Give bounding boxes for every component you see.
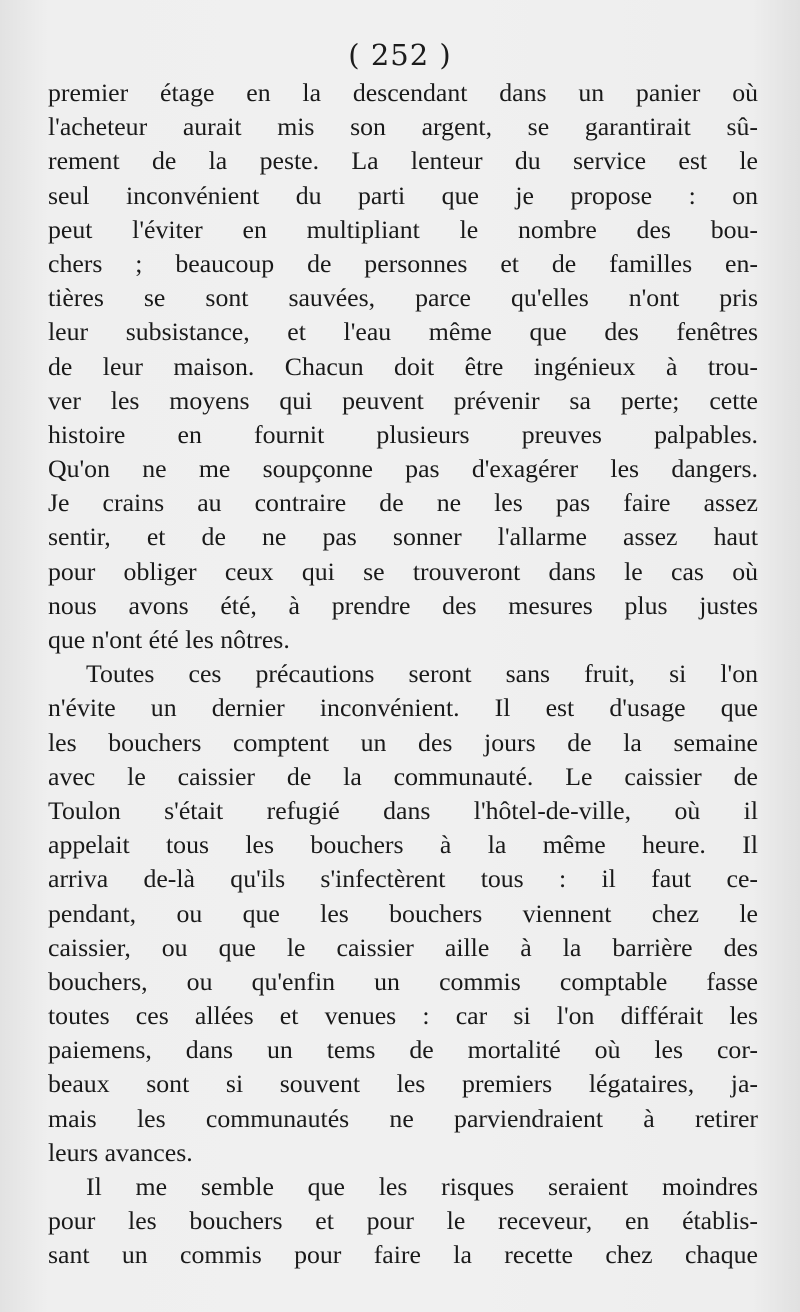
text-line: leur subsistance, et l'eau même que des fenêtres (48, 317, 758, 347)
text-line: Qu'on ne me soupçonne pas d'exagérer les dangers. (48, 454, 758, 484)
text-line: pour obliger ceux qui se trouveront dans le cas où (48, 556, 758, 586)
text-line: bouchers, ou qu'enfin un commis comptable fasse (48, 966, 758, 996)
text-line: arriva de-là qu'ils s'infectèrent tous : il faut ce- (48, 864, 758, 894)
text-line: tières se sont sauvées, parce qu'elles n'ont pris (48, 283, 758, 313)
text-line: pendant, ou que les bouchers viennent chez le (48, 898, 758, 928)
text-line: peut l'éviter en multipliant le nombre des bou- (48, 214, 758, 244)
text-line: Je crains au contraire de ne les pas faire assez (48, 488, 758, 518)
text-line: toutes ces allées et venues : car si l'on différait les (48, 1001, 758, 1031)
text-line: chers ; beaucoup de personnes et de familles en- (48, 248, 758, 278)
text-line: histoire en fournit plusieurs preuves palpables. (48, 419, 758, 449)
text-line: que n'ont été les nôtres. (48, 625, 290, 654)
text-line: les bouchers comptent un des jours de la semaine (48, 727, 758, 757)
text-line: l'acheteur aurait mis son argent, se garantirait sû- (48, 112, 758, 142)
text-line: sant un commis pour faire la recette chez chaque (48, 1240, 758, 1270)
text-line: leurs avances. (48, 1137, 193, 1167)
text-line: nous avons été, à prendre des mesures plus justes (48, 590, 758, 620)
text-line: premier étage en la descendant dans un panier où (48, 78, 758, 107)
text-line: sentir, et de ne pas sonner l'allarme assez haut (48, 522, 758, 552)
text-line: de leur maison. Chacun doit être ingénieux à trou- (48, 351, 758, 381)
text-line: mais les communautés ne parviendraient à retirer (48, 1103, 758, 1133)
body-text (48, 76, 758, 1273)
text-line: seul inconvénient du parti que je propose : on (48, 180, 758, 210)
text-line: avec le caissier de la communauté. Le caissier de (48, 761, 758, 791)
text-line: rement de la peste. La lenteur du service est le (48, 146, 758, 176)
text-line: appelait tous les bouchers à la même heure. Il (48, 830, 758, 860)
page-number: ( 252 ) (348, 38, 452, 72)
text-line: beaux sont si souvent les premiers légataires, ja- (48, 1069, 758, 1099)
text-line: Toulon s'était refugié dans l'hôtel-de-ville, où il (48, 795, 758, 825)
text-line: Il me semble que les risques seraient moindres (86, 1172, 758, 1201)
text-line: caissier, ou que le caissier aille à la barrière des (48, 932, 758, 962)
text-line: paiemens, dans un tems de mortalité où les cor- (48, 1035, 758, 1065)
text-line: n'évite un dernier inconvénient. Il est d'usage que (48, 693, 758, 723)
text-line: pour les bouchers et pour le receveur, en établis- (48, 1206, 758, 1236)
text-line: Toutes ces précautions seront sans fruit, si l'on (86, 659, 758, 689)
text-line: ver les moyens qui peuvent prévenir sa perte; cette (48, 385, 758, 415)
